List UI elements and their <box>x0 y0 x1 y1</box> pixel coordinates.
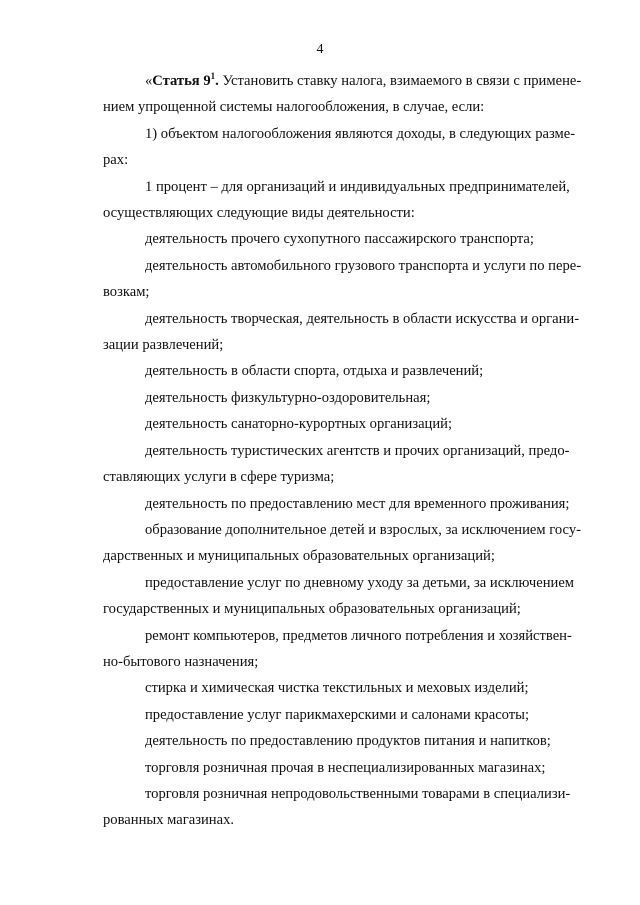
activity-first-line: деятельность туристических агентств и прочих организаций, предо- <box>145 442 570 459</box>
open-quote: « <box>145 73 153 89</box>
article-title-text: Статья 9 <box>152 73 211 89</box>
activity-item <box>103 755 603 781</box>
activity-continuation: зации развлечений; <box>103 337 224 354</box>
activity-continuation: государственных и муниципальных образовательных организаций; <box>103 601 521 618</box>
activity-continuation: возкам; <box>103 284 150 301</box>
activity-first-line: торговля розничная прочая в неспециализированных магазинах; <box>145 759 546 776</box>
activity-first-line: образование дополнительное детей и взрослых, за исключением госу- <box>145 521 582 538</box>
condition-paragraph <box>103 121 603 174</box>
activity-first-line: деятельность автомобильного грузового транспорта и услуги по пере- <box>145 257 582 274</box>
activity-continuation: но-бытового назначения; <box>103 653 259 670</box>
activity-item <box>103 253 603 306</box>
activity-item <box>103 438 603 491</box>
activity-first-line: деятельность по предоставлению мест для временного проживания; <box>145 495 570 512</box>
activity-item <box>103 411 603 437</box>
article-title-superscript: 1 <box>210 71 216 81</box>
article-intro-rest: нием упрощенной системы налогообложения, в случае, если: <box>103 99 485 116</box>
activity-first-line: торговля розничная непродовольственными товарами в специализи- <box>145 785 571 802</box>
article-intro <box>103 68 603 121</box>
article-title <box>152 73 219 89</box>
activity-first-line: ремонт компьютеров, предметов личного потребления и хозяйствен- <box>145 627 572 644</box>
condition-first-line: 1) объектом налогообложения являются доходы, в следующих разме- <box>145 125 576 142</box>
activity-first-line: предоставление услуг парикмахерскими и салонами красоты; <box>145 706 530 723</box>
activity-item <box>103 781 603 834</box>
activity-first-line: стирка и химическая чистка текстильных и меховых изделий; <box>145 680 529 697</box>
activity-first-line: деятельность в области спорта, отдыха и развлечений; <box>145 363 484 380</box>
activity-item <box>103 623 603 676</box>
activity-first-line: деятельность санаторно-курортных организаций; <box>145 416 453 433</box>
rate-paragraph <box>103 174 603 227</box>
rate-rest: осуществляющих следующие виды деятельности: <box>103 205 415 222</box>
activity-first-line: предоставление услуг по дневному уходу за детьми, за исключением <box>145 574 575 591</box>
activity-item <box>103 306 603 359</box>
condition-rest: рах: <box>103 152 129 169</box>
activity-item <box>103 385 603 411</box>
activity-first-line: деятельность по предоставлению продуктов питания и напитков; <box>145 733 551 750</box>
activity-list <box>103 226 603 833</box>
activity-item <box>103 491 603 517</box>
activity-continuation: дарственных и муниципальных образовательных организаций; <box>103 548 495 565</box>
document-body <box>103 68 603 834</box>
activity-item <box>103 675 603 701</box>
activity-continuation: ставляющих услуги в сфере туризма; <box>103 469 335 486</box>
page-number: 4 <box>316 42 324 57</box>
activity-item <box>103 728 603 754</box>
activity-first-line: деятельность физкультурно-оздоровительная; <box>145 389 431 406</box>
article-intro-line1 <box>145 68 603 94</box>
article-title-dot: . <box>215 73 219 89</box>
article-intro-text: Установить ставку налога, взимаемого в связи с примене- <box>218 73 582 89</box>
activity-item <box>103 570 603 623</box>
activity-item <box>103 358 603 384</box>
activity-item <box>103 517 603 570</box>
activity-continuation: рованных магазинах. <box>103 812 235 829</box>
activity-item <box>103 226 603 252</box>
activity-first-line: деятельность творческая, деятельность в области искусства и органи- <box>145 310 580 327</box>
rate-first-line: 1 процент – для организаций и индивидуальных предпринимателей, <box>145 178 570 195</box>
activity-item <box>103 702 603 728</box>
activity-first-line: деятельность прочего сухопутного пассажирского транспорта; <box>145 231 534 248</box>
